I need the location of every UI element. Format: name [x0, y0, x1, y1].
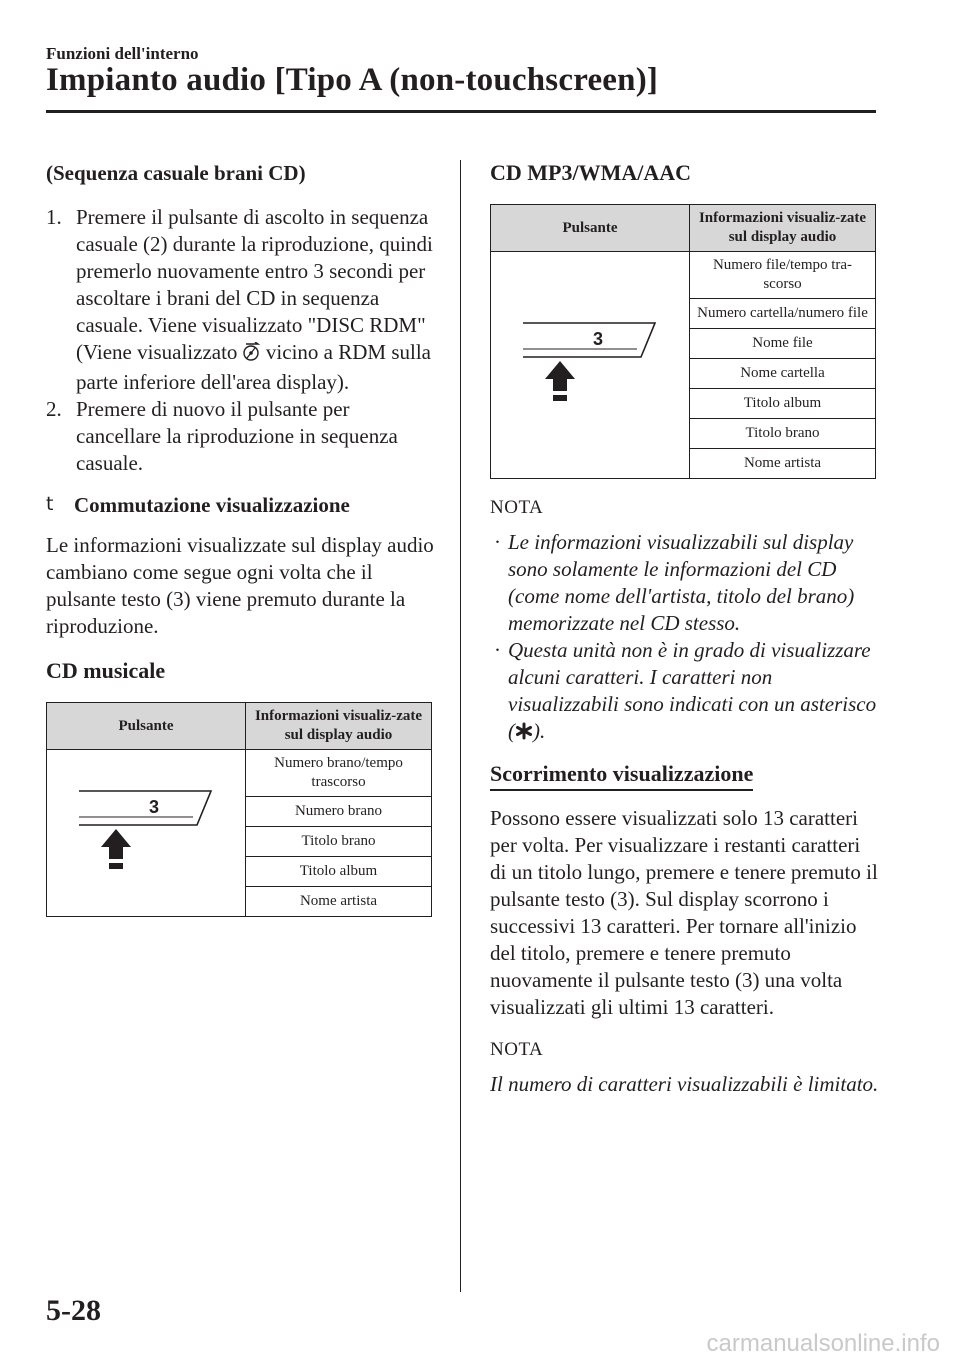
random-heading: (Sequenza casuale brani CD): [46, 161, 306, 185]
table-row: Numero brano/tempo trascorso: [246, 750, 432, 797]
table-row: Titolo album: [246, 857, 432, 887]
table-header-button: Pulsante: [47, 703, 246, 750]
table-row: Titolo brano: [690, 419, 876, 449]
table-row: Nome artista: [690, 449, 876, 479]
text-button-press-icon: [515, 317, 665, 407]
list-item: · Questa unità non è in grado di visualizzare alcuni caratteri. I caratteri non visualizzabili sono indicati con un asterisco ( ).: [490, 637, 880, 747]
cd-table-heading: CD musicale: [46, 658, 166, 683]
watermark: carmanualsonline.info: [706, 1330, 940, 1357]
right-column: [490, 160, 880, 1098]
topic-heading: t Commutazione visualizzazione: [46, 493, 350, 517]
table-row: Numero cartella/numero file: [690, 299, 876, 329]
table-row: Titolo brano: [246, 827, 432, 857]
mp3-table-heading: CD MP3/WMA/AAC: [490, 160, 692, 185]
table-row: Titolo album: [690, 389, 876, 419]
text-button-press-icon: [71, 785, 221, 875]
scroll-body: Possono essere visualizzati solo 13 caratteri per volta. Per visualizzare i restanti caratteri di un titolo lungo, premere e tenere premuto il pulsante testo (3). Sul display scorrono i successivi 13 caratteri. Per tornare all'inizio del titolo, premere e tenere premuto nuovamente il pulsante testo (3) una volta visualizzati gli ultimi 13 caratteri.: [490, 806, 878, 1019]
page-title: Impianto audio [Tipo A (non-touchscreen)]: [46, 62, 659, 98]
mp3-table: [490, 204, 876, 479]
left-column: [46, 160, 436, 917]
table-row: Numero brano: [246, 797, 432, 827]
bullet: ·: [494, 638, 501, 662]
step-item: 1. Premere il pulsante di ascolto in sequenza casuale (2) durante la riproduzione, quindi premerlo nuovamente entro 3 secondi per ascoltare i brani del CD in sequenza casuale. Viene visualizzato "DISC RDM" (Viene visualizzato vicino a RDM sulla parte inferiore dell'area display).: [46, 205, 433, 394]
table-row: Nome file: [690, 329, 876, 359]
topic-marker: t: [46, 493, 54, 515]
table-row: Nome artista: [246, 887, 432, 917]
asterisk-icon: [515, 720, 533, 747]
svg-text:3: 3: [593, 329, 604, 349]
table-header-info: Informazioni visualiz-zate sul display audio: [246, 703, 432, 750]
column-divider: [460, 160, 461, 1292]
notes-list: [490, 529, 880, 747]
table-header-button: Pulsante: [491, 205, 690, 252]
cd-musicale-table: [46, 702, 432, 917]
title-rule: [46, 110, 876, 113]
nota2-text: Il numero di caratteri visualizzabili è limitato.: [490, 1072, 879, 1096]
scroll-heading: Scorrimento visualizzazione: [490, 761, 753, 791]
table-row: Nome cartella: [690, 359, 876, 389]
bullet: ·: [494, 530, 501, 554]
button-cell: [491, 252, 690, 479]
table-header-info: Informazioni visualiz-zate sul display audio: [690, 205, 876, 252]
topic-body: Le informazioni visualizzate sul display audio cambiano come segue ogni volta che il pulsante testo (3) viene premuto durante la riproduzione.: [46, 533, 434, 638]
nota-label: NOTA: [490, 497, 544, 518]
steps-list: [46, 204, 436, 477]
table-row: Numero file/tempo tra-scorso: [690, 252, 876, 299]
page-number: 5-28: [46, 1294, 101, 1327]
nota2-label: NOTA: [490, 1039, 544, 1060]
step-item: 2. Premere di nuovo il pulsante per cancellare la riproduzione in sequenza casuale.: [46, 397, 398, 475]
button-cell: [47, 750, 246, 917]
disc-random-icon: [243, 342, 261, 369]
section-label: Funzioni dell'interno: [46, 44, 199, 63]
svg-text:3: 3: [149, 797, 160, 817]
list-item: · Le informazioni visualizzabili sul display sono solamente le informazioni del CD (come nome dell'artista, titolo del brano) memorizzate nel CD stesso.: [494, 530, 855, 635]
